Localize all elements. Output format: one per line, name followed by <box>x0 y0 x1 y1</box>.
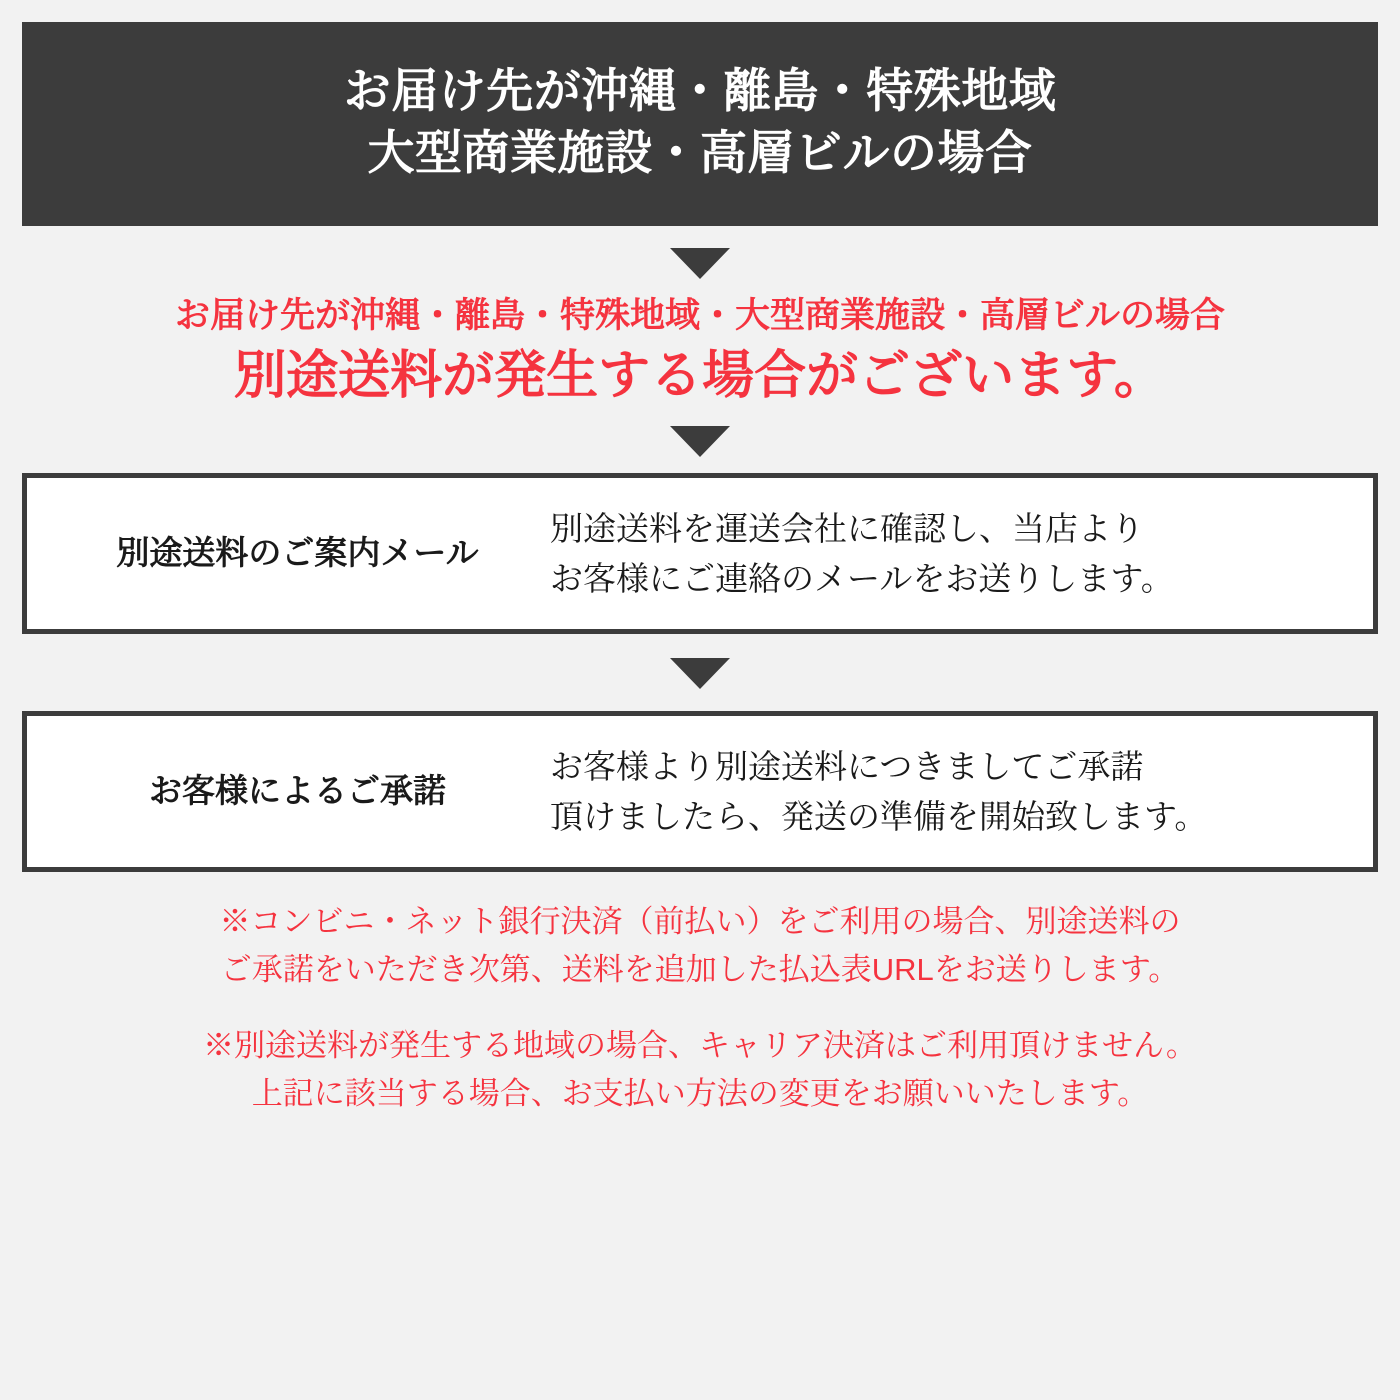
footnotes <box>22 898 1378 1118</box>
emphasis-block <box>22 293 1378 410</box>
footnote-2-line-2: 上記に該当する場合、お支払い方法の変更をお願いいたします。 <box>251 1076 1149 1112</box>
step-body-2-line-1: お客様より別途送料につきましてご承諾 <box>550 748 1144 786</box>
arrow-down-3 <box>22 658 1378 689</box>
emphasis-headline-text: 別途送料が発生する場合がございます。 <box>234 346 1166 405</box>
step-body-1-line-1: 別途送料を運送会社に確認し、当店より <box>550 510 1144 548</box>
header-banner <box>22 22 1378 226</box>
triangle-down-icon <box>670 248 730 279</box>
step-row-email-notice <box>22 473 1378 634</box>
arrow-down-1 <box>22 248 1378 279</box>
footnote-1 <box>22 898 1378 994</box>
triangle-down-icon <box>670 426 730 457</box>
step-body-2-line-2: 頂けましたら、発送の準備を開始致します。 <box>550 797 1208 835</box>
triangle-down-icon <box>670 658 730 689</box>
header-line-2: 大型商業施設・高層ビルの場合 <box>367 126 1033 180</box>
emphasis-condition-text: お届け先が沖縄・離島・特殊地域・大型商業施設・高層ビルの場合 <box>174 296 1225 336</box>
header-line-1: お届け先が沖縄・離島・特殊地域 <box>343 64 1057 117</box>
step-body-2 <box>550 742 1355 841</box>
footnote-2 <box>22 1022 1378 1118</box>
step-label-2: お客様によるご承諾 <box>149 772 446 810</box>
footnote-1-line-2: ご承諾をいただき次第、送料を追加した払込表URLをお送りします。 <box>220 952 1180 988</box>
step-label-1: 別途送料のご案内メール <box>116 534 479 572</box>
footnote-2-line-1: ※別途送料が発生する地域の場合、キャリア決済はご利用頂けません。 <box>203 1028 1197 1064</box>
footnote-1-line-1: ※コンビニ・ネット銀行決済（前払い）をご利用の場合、別途送料の <box>219 904 1181 940</box>
arrow-down-2 <box>22 426 1378 457</box>
step-row-customer-consent <box>22 711 1378 872</box>
step-body-1 <box>550 504 1355 603</box>
step-body-1-line-2: お客様にご連絡のメールをお送りします。 <box>550 559 1174 597</box>
